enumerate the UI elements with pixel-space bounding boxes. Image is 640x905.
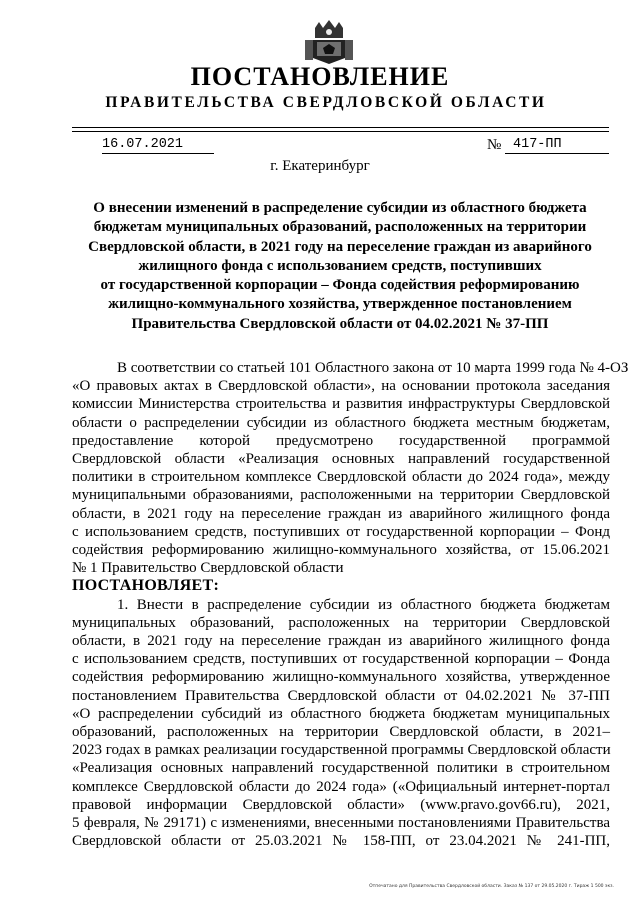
item1-line: «Реализация основных направлений государственной политики в строительном [72, 760, 610, 777]
number-sign: № [487, 137, 502, 153]
heading-line: от государственной корпорации – Фонда содействия реформированию [100, 277, 580, 294]
preamble-line: Свердловской области «Реализация основных направлений государственной [72, 451, 610, 468]
preamble-line: политики в строительном комплексе Свердловской области до 2024 года», между [72, 469, 610, 486]
coat-of-arms-emblem [303, 18, 355, 66]
item1-line: комплексе Свердловской области до 2024 года» («Официальный интернет-портал [72, 778, 610, 795]
preamble-line: содействия реформированию жилищно-коммунального хозяйства, от 15.06.2021 [72, 542, 610, 559]
preamble-line: «О правовых актах в Свердловской области», на основании протокола заседания [72, 378, 610, 395]
item1-line: содействия реформированию жилищно-коммунального хозяйства, утвержденное [72, 669, 610, 686]
document-body [72, 359, 629, 850]
item1-line: муниципальных образований, расположенных на территории Свердловской [72, 614, 610, 631]
header-rule [72, 131, 609, 132]
item1-line: постановлением Правительства Свердловской области от 04.02.2021 № 37-ПП [72, 687, 610, 704]
preamble-line: области о распределении субсидии из областного бюджета местным бюджетам, [72, 414, 610, 431]
preamble-line: комиссии Министерства строительства и развития инфраструктуры Свердловской [72, 396, 610, 413]
item1-line: правовой информации Свердловской области» (www.pravo.gov66.ru), 2021, [72, 796, 610, 813]
preamble-line: с использованием средств, поступивших от государственной корпорации – Фонд [72, 523, 610, 540]
preamble-line: В соответствии со статьей 101 Областного закона от 10 марта 1999 года № 4-ОЗ [117, 360, 629, 376]
preamble-line: предоставление которой предусмотрено государственной программой [72, 432, 610, 449]
item1-line: Свердловской области от 25.03.2021 № 158-ПП, от 23.04.2021 № 241-ПП, [72, 833, 610, 850]
document-title: ПОСТАНОВЛЕНИЕ [190, 62, 450, 91]
preamble-line: № 1 Правительство Свердловской области [72, 560, 344, 577]
item1-line: 5 февраля, № 29171) с изменениями, внесенными постановлениями Правительства [72, 815, 610, 832]
print-footer: Отпечатано для Правительства Свердловской области. Заказ № 137 от 29.05.2020 г. Тираж 1 500 экз. [369, 884, 614, 889]
item1-line: 1. Внести в распределение субсидии из областного бюджета бюджетам [117, 596, 610, 613]
item1-line: с использованием средств, поступивших от государственной корпорации – Фонда [72, 651, 610, 668]
document-heading [85, 199, 595, 334]
document-number: 417-ПП [505, 137, 609, 154]
item1-line: области, в 2021 году на переселение граждан из аварийного жилищного фонда [72, 633, 610, 650]
heading-line: жилищного фонда с использованием средств, поступивших [138, 257, 542, 274]
document-subtitle: ПРАВИТЕЛЬСТВА СВЕРДЛОВСКОЙ ОБЛАСТИ [105, 94, 547, 111]
item1-line: «О распределении субсидий из областного бюджета бюджетам муниципальных [72, 705, 610, 722]
document-date: 16.07.2021 [102, 137, 214, 154]
preamble-line: области, в 2021 году на переселение граждан из аварийного жилищного фонда [72, 505, 610, 522]
item1-line: образований, расположенных на территории Свердловской области, в 2021– [72, 724, 610, 741]
heading-line: жилищно-коммунального хозяйства, утвержденное постановлением [108, 296, 572, 313]
item1-line: 2023 годах в рамках реализации государственной программы Свердловской области [72, 742, 611, 759]
heading-line: Свердловской области, в 2021 году на переселение граждан из аварийного [88, 238, 592, 255]
resolves-heading: ПОСТАНОВЛЯЕТ: [72, 577, 220, 595]
heading-line: бюджетам муниципальных образований, расположенных на территории [93, 219, 587, 236]
heading-line: Правительства Свердловской области от 04.02.2021 № 37-ПП [131, 315, 549, 332]
heading-line: О внесении изменений в распределение субсидии из областного бюджета [93, 200, 587, 216]
preamble-line: муниципальными образованиями, расположенными на территории Свердловской [72, 487, 610, 504]
header-rule [72, 127, 609, 128]
city: г. Екатеринбург [270, 158, 370, 174]
